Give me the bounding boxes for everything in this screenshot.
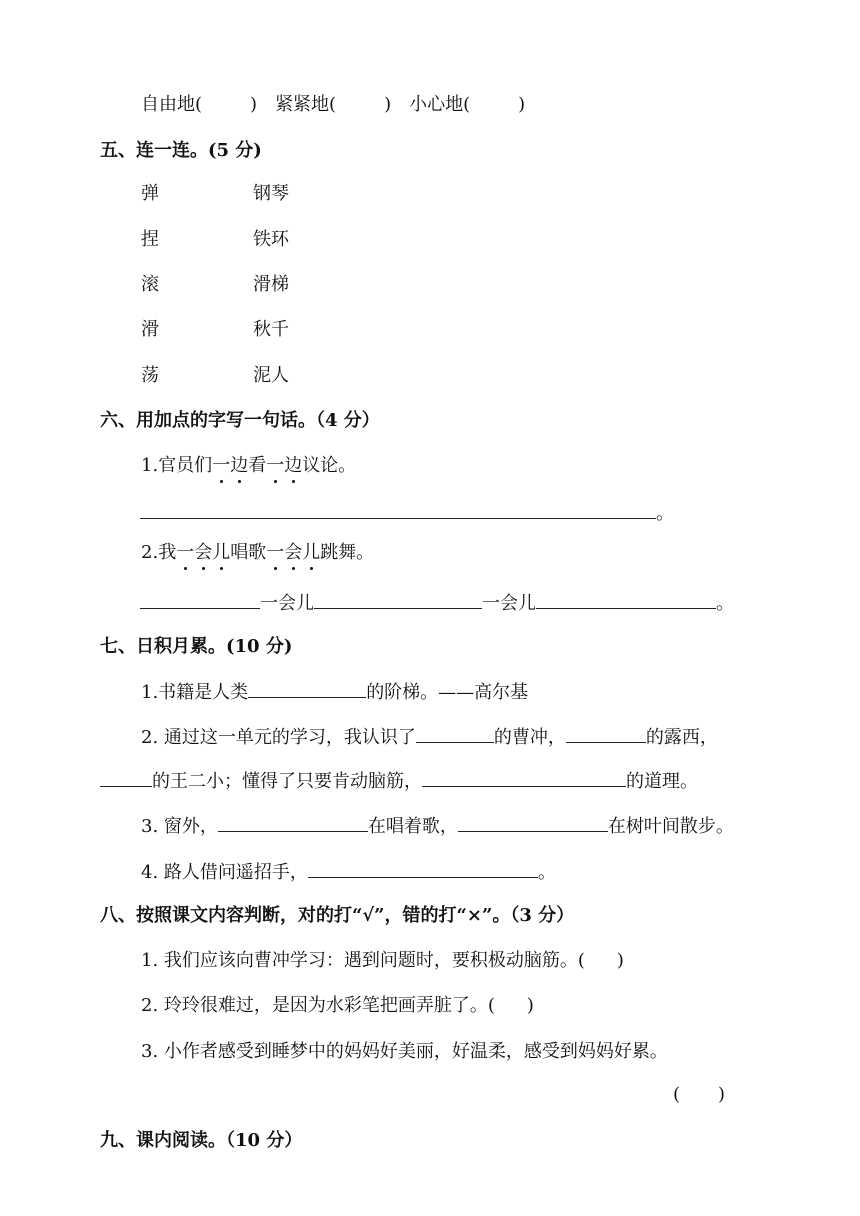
answer-blank[interactable]	[422, 768, 626, 787]
dotted-char: 一	[212, 455, 231, 476]
paren-close: )	[384, 94, 392, 115]
s7-item-1: 1.书籍是人类 的阶梯。——高尔基	[141, 679, 528, 705]
section-6-heading: 六、用加点的字写一句话。（4 分）	[100, 410, 380, 431]
paren-close: )	[616, 950, 624, 971]
answer-blank[interactable]	[100, 768, 152, 787]
section-5-heading: 五、连一连。(5 分)	[100, 140, 262, 161]
match-left-3: 滚	[141, 274, 159, 295]
dotted-char: 儿	[302, 542, 321, 563]
section-7-heading: 七、日积月累。(10 分)	[100, 636, 293, 657]
adverb-ziyoude: 自由地(	[141, 94, 203, 115]
answer-blank[interactable]	[536, 590, 716, 609]
answer-blank[interactable]	[218, 813, 368, 832]
section-8-heading: 八、按照课文内容判断，对的打“√”，错的打“×”。（3 分）	[100, 905, 575, 926]
s6-answer-1: 。	[140, 500, 674, 526]
s6-question-1: 1.官员们一边看一边议论。	[141, 455, 357, 476]
match-left-1: 弹	[141, 183, 159, 204]
adverb-fill-line	[141, 93, 525, 117]
answer-blank[interactable]	[140, 590, 260, 609]
answer-blank[interactable]	[140, 500, 656, 519]
match-right-1: 钢琴	[253, 183, 289, 204]
s7-item-2-line-1: 2. 通过这一单元的学习，我认识了 的曹冲， 的露西，	[141, 724, 718, 750]
dotted-char: 会	[194, 542, 213, 563]
dotted-char: 儿	[212, 542, 231, 563]
dotted-char: 一	[176, 542, 195, 563]
match-left-2: 捏	[141, 229, 159, 250]
dotted-char: 一	[266, 455, 285, 476]
match-left-4: 滑	[141, 319, 159, 340]
s6-question-2: 2.我一会儿唱歌一会儿跳舞。	[141, 542, 375, 563]
answer-blank[interactable]	[566, 724, 646, 743]
paren-close: )	[526, 995, 534, 1016]
s7-item-2-line-2: 的王二小；懂得了只要肯动脑筋， 的道理。	[100, 768, 698, 794]
s8-question-2: 2. 玲玲很难过，是因为水彩笔把画弄脏了。( )	[141, 995, 534, 1016]
match-right-2: 铁环	[253, 229, 289, 250]
section-9-heading: 九、课内阅读。（10 分）	[100, 1130, 303, 1151]
s8-question-3-answer: ( )	[673, 1084, 726, 1105]
s6-answer-2: 一会儿 一会儿 。	[140, 590, 734, 616]
match-left-5: 荡	[141, 365, 159, 386]
answer-blank[interactable]	[248, 679, 366, 698]
match-right-3: 滑梯	[253, 274, 289, 295]
adverb-xiaoxinde: 小心地(	[409, 94, 471, 115]
s8-question-1: 1. 我们应该向曹冲学习：遇到问题时，要积极动脑筋。( )	[141, 950, 624, 971]
answer-blank[interactable]	[416, 724, 494, 743]
dotted-char: 一	[266, 542, 285, 563]
answer-blank[interactable]	[308, 859, 538, 878]
dotted-char: 边	[284, 455, 303, 476]
answer-blank[interactable]	[314, 590, 482, 609]
answer-blank[interactable]	[458, 813, 608, 832]
match-right-5: 泥人	[253, 365, 289, 386]
dotted-char: 会	[284, 542, 303, 563]
paren-close: )	[518, 94, 526, 115]
s7-item-3: 3. 窗外， 在唱着歌， 在树叶间散步。	[141, 813, 734, 839]
paren-close: )	[250, 94, 258, 115]
s8-question-3: 3. 小作者感受到睡梦中的妈妈好美丽，好温柔，感受到妈妈好累。	[141, 1041, 668, 1062]
match-right-4: 秋千	[253, 319, 289, 340]
dotted-char: 边	[230, 455, 249, 476]
adverb-jinjinde: 紧紧地(	[275, 94, 337, 115]
s7-item-4: 4. 路人借问遥招手， 。	[141, 859, 556, 885]
